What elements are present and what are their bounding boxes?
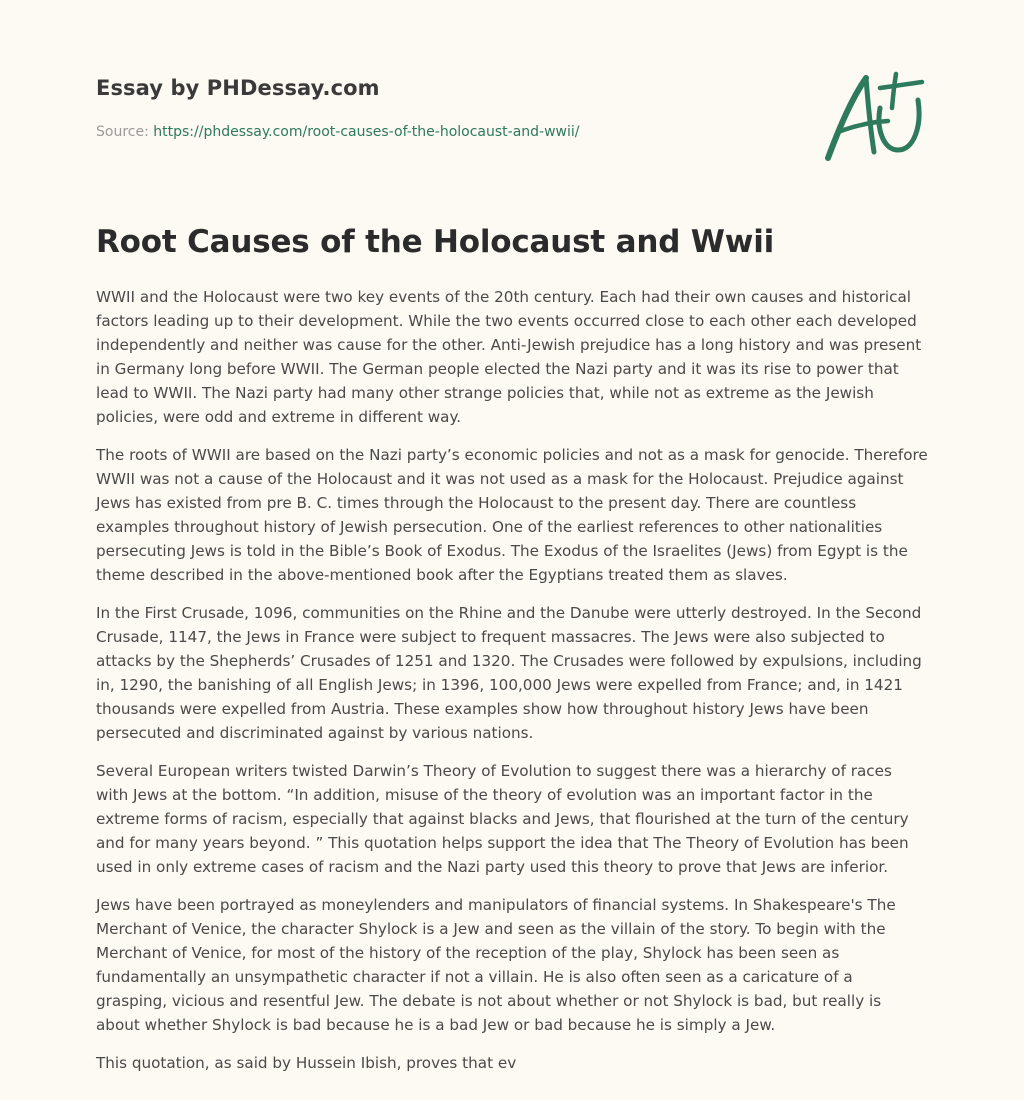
essay-body: [96, 285, 928, 1089]
essay-paragraph: Jews have been portrayed as moneylenders and manipulators of financial systems. In Shakespeare's The Merchant of Venice, the character Shylock is a Jew and seen as the villain of the story. To begin with the Merchant of Venice, for most of the history of the reception of the play, Shylock has been seen as fundamentally an unsympathetic character if not a villain. He is also often seen as a caricature of a grasping, vicious and resentful Jew. The debate is not about whether or not Shylock is bad, but really is about whether Shylock is bad because he is a bad Jew or bad because he is simply a Jew.: [96, 896, 896, 1034]
source-label: Source:: [96, 124, 154, 140]
essay-paragraph-truncated: This quotation, as said by Hussein Ibish, proves that ev: [96, 1054, 517, 1072]
essay-title: Root Causes of the Holocaust and Wwii: [96, 224, 775, 260]
essay-paragraph: Several European writers twisted Darwin’s Theory of Evolution to suggest there was a hierarchy of races with Jews at the bottom. “In addition, misuse of the theory of evolution was an important factor in the extreme forms of racism, especially that against blacks and Jews, that flourished at the turn of the century and for many years beyond. ” This quotation helps support the idea that The Theory of Evolution has been used in only extreme cases of racism and the Nazi party used this theory to prove that Jews are inferior.: [96, 762, 909, 876]
a-plus-grade-icon: [818, 64, 930, 168]
essay-paragraph: The roots of WWII are based on the Nazi party’s economic policies and not as a mask for genocide. Therefore WWII was not a cause of the Holocaust and it was not used as a mask for the Holocaust. Prejudice against Jews has existed from pre B. C. times through the Holocaust to the present day. There are countless examples throughout history of Jewish persecution. One of the earliest references to other nationalities persecuting Jews is told in the Bible’s Book of Exodus. The Exodus of the Israelites (Jews) from Egypt is the theme described in the above-mentioned book after the Egyptians treated them as slaves.: [96, 446, 928, 584]
essay-paragraph: In the First Crusade, 1096, communities on the Rhine and the Danube were utterly destroyed. In the Second Crusade, 1147, the Jews in France were subject to frequent massacres. The Jews were also subjected to attacks by the Shepherds’ Crusades of 1251 and 1320. The Crusades were followed by expulsions, including in, 1290, the banishing of all English Jews; in 1396, 100,000 Jews were expelled from France; and, in 1421 thousands were expelled from Austria. These examples show how throughout history Jews have been persecuted and discriminated against by various nations.: [96, 604, 922, 742]
source-line: [96, 124, 580, 140]
essay-paragraph: WWII and the Holocaust were two key events of the 20th century. Each had their own causes and historical factors leading up to their development. While the two events occurred close to each other each developed independently and neither was cause for the other. Anti-Jewish prejudice has a long history and was present in Germany long before WWII. The German people elected the Nazi party and it was its rise to power that lead to WWII. The Nazi party had many other strange policies that, while not as extreme as the Jewish policies, were odd and extreme in different way.: [96, 288, 922, 426]
source-link[interactable]: https://phdessay.com/root-causes-of-the-holocaust-and-wwii/: [153, 124, 580, 140]
site-brand: Essay by PHDessay.com: [96, 76, 380, 100]
